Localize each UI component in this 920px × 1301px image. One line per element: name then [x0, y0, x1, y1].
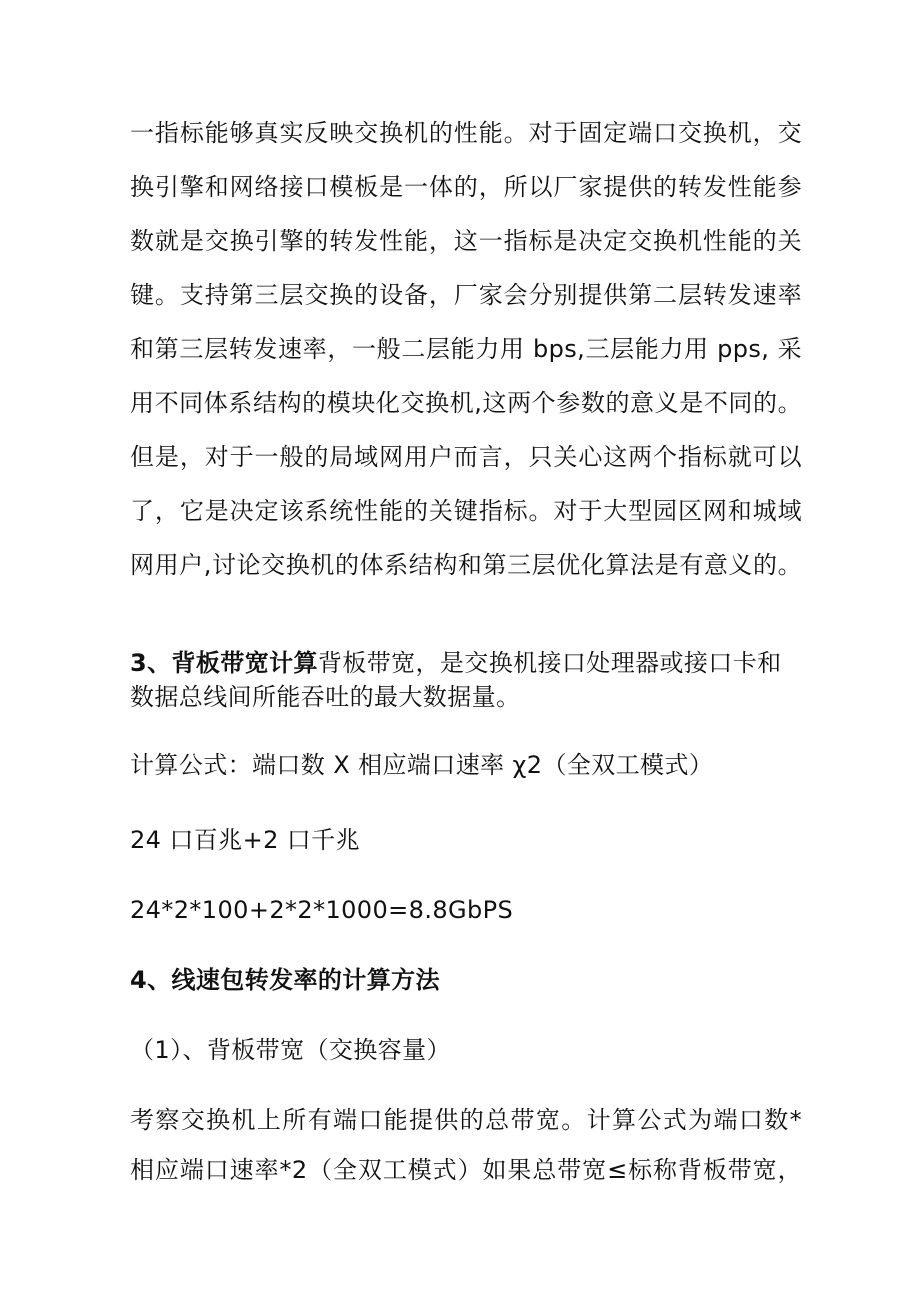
- text-line: 网用户,讨论交换机的体系结构和第三层优化算法是有意义的。: [130, 551, 802, 579]
- section-3-definition: 背板带宽，是交换机接口处理器或接口卡和: [317, 649, 782, 677]
- text-line: 数就是交换引擎的转发性能，这一指标是决定交换机性能的关: [130, 227, 802, 255]
- formula-line: 计算公式：端口数 X 相应端口速率 χ2（全双工模式）: [130, 751, 714, 779]
- text-line: 了，它是决定该系统性能的关键指标。对于大型园区网和城域: [130, 497, 802, 525]
- example-ports-line: 24 口百兆+2 口千兆: [130, 826, 360, 854]
- section-4-subheading: （1）、背板带宽（交换容量）: [130, 1036, 451, 1064]
- text-line: 考察交换机上所有端口能提供的总带宽。计算公式为端口数*: [130, 1106, 802, 1134]
- example-calc-line: 24*2*100+2*2*1000=8.8GbPS: [130, 896, 514, 924]
- section-4-heading: 4、线速包转发率的计算方法: [130, 966, 440, 994]
- text-line: 键。支持第三层交换的设备，厂家会分别提供第二层转发速率: [130, 281, 802, 309]
- text-line: 换引擎和网络接口模板是一体的，所以厂家提供的转发性能参: [130, 173, 802, 201]
- text-line: 和第三层转发速率，一般二层能力用 bps,三层能力用 pps, 采: [130, 335, 802, 363]
- text-line: 用不同体系结构的模块化交换机,这两个参数的意义是不同的。: [130, 389, 802, 417]
- text-line: 但是，对于一般的局域网用户而言，只关心这两个指标就可以: [130, 443, 802, 471]
- section-3-heading: 3、背板带宽计算: [130, 649, 318, 677]
- text-line: 数据总线间所能吞吐的最大数据量。: [130, 683, 521, 711]
- section-3-first-line: [130, 647, 802, 679]
- text-line: 相应端口速率*2（全双工模式）如果总带宽≤标称背板带宽，: [130, 1156, 802, 1184]
- text-line: 一指标能够真实反映交换机的性能。对于固定端口交换机，交: [130, 119, 802, 147]
